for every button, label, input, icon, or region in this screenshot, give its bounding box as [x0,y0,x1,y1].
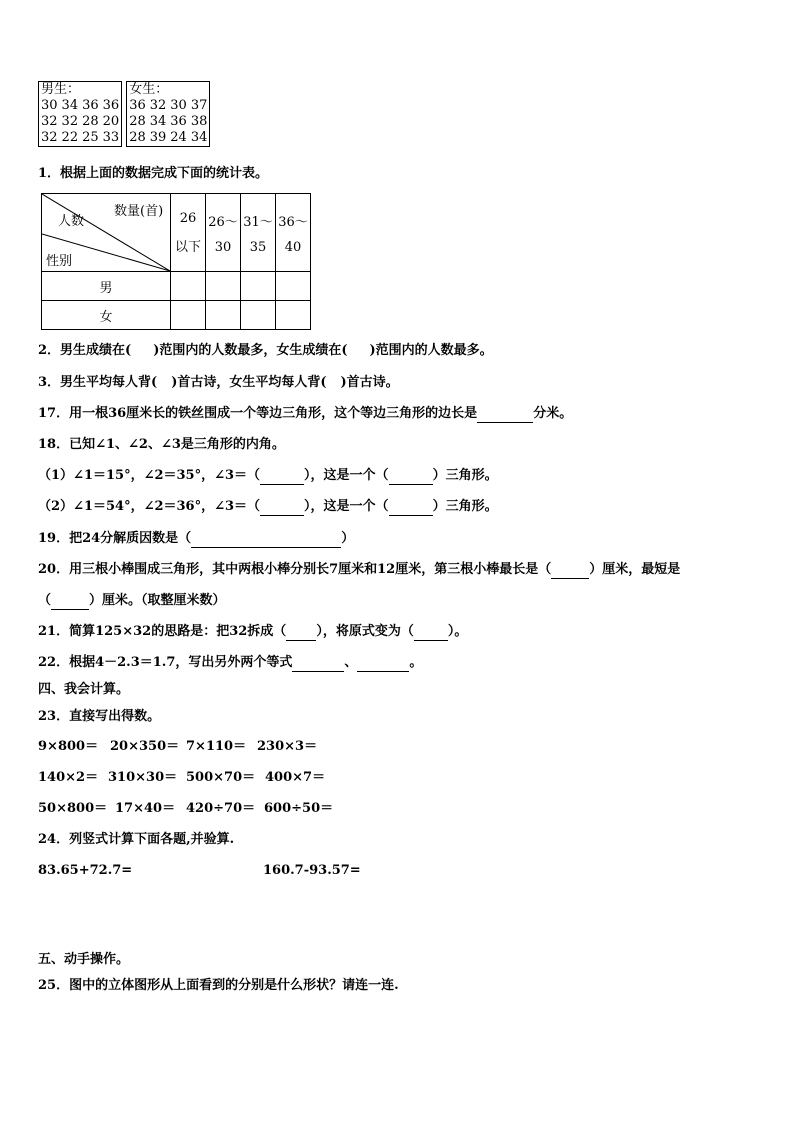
score-cell: 36 [82,98,99,113]
section-4-heading: 四、我会计算。 [38,682,130,697]
answer-blank[interactable] [260,499,304,516]
score-cell: 32 [149,98,167,113]
calc-item: 600÷50＝ [264,801,334,816]
score-cell: 28 [129,114,146,129]
answer-cell[interactable] [241,272,276,301]
calc-item: 310×30＝ [108,770,178,785]
column-header: 26 以下 [171,194,206,272]
score-cell: 20 [102,114,120,129]
question-2: 2．男生成绩在( )范围内的人数最多，女生成绩在( )范围内的人数最多。 [38,343,493,358]
score-cell: 25 [82,130,99,145]
score-cell: 36 [170,114,187,129]
question-24: 24．列竖式计算下面各题,并验算. [38,832,235,847]
answer-blank[interactable] [191,531,341,548]
score-cell: 36 [129,98,146,113]
answer-blank[interactable] [477,406,533,423]
table-row [127,130,209,146]
score-cell: 37 [190,98,208,113]
header-quantity: 数量(首) [114,204,164,219]
table-row [127,98,209,114]
score-cell: 32 [61,114,79,129]
question-18-part-2: （2）∠1＝54°，∠2＝36°，∠3＝（ ），这是一个（ ）三角形。 [38,499,498,514]
answer-cell[interactable] [206,301,241,330]
female-label: 女生： [129,82,169,97]
answer-cell[interactable] [241,301,276,330]
table-row [42,301,311,330]
calc-item: 420÷70＝ [186,801,256,816]
question-1: 1．根据上面的数据完成下面的统计表。 [38,166,269,181]
score-cell: 39 [149,130,167,145]
header-gender: 性别 [46,254,73,269]
score-cell: 34 [61,98,79,113]
question-18-part-1: （1）∠1＝15°，∠2＝35°，∠3＝（ ），这是一个（ ）三角形。 [38,468,498,483]
row-label-female: 女 [42,301,171,330]
answer-cell[interactable] [206,272,241,301]
calc-item: 50×800＝ [38,801,108,816]
answer-blank[interactable] [286,624,316,641]
vertical-calc-item: 83.65+72.7= [38,863,133,878]
score-cell: 22 [61,130,79,145]
score-cell: 28 [82,114,99,129]
score-cell: 34 [149,114,167,129]
male-label: 男生： [41,82,81,97]
table-row [39,114,121,130]
scores-table [38,81,210,147]
question-20-line-2: （ ）厘米。（取整厘米数） [38,593,226,608]
answer-cell[interactable] [171,272,206,301]
answer-cell[interactable] [171,301,206,330]
score-cell: 32 [41,130,58,145]
table-row [39,98,121,114]
answer-cell[interactable] [276,301,311,330]
header-people: 人数 [58,214,85,229]
score-cell: 33 [102,130,120,145]
column-header: 31～ 35 [241,194,276,272]
score-cell: 30 [170,98,187,113]
calc-item: 400×7＝ [265,770,326,785]
question-21: 21．简算125×32的思路是：把32拆成（ ），将原式变为（ ）。 [38,624,468,639]
answer-blank[interactable] [260,468,304,485]
section-5-heading: 五、动手操作。 [38,952,130,967]
calc-item: 20×350＝ [110,739,180,754]
table-row [39,130,121,146]
calc-item: 17×40＝ [115,801,176,816]
score-cell: 36 [102,98,120,113]
score-cell: 38 [190,114,208,129]
question-25: 25．图中的立体图形从上面看到的分别是什么形状？请连一连. [38,978,399,993]
question-17: 17．用一根36厘米长的铁丝围成一个等边三角形，这个等边三角形的边长是 分米。 [38,406,573,421]
answer-blank[interactable] [414,624,448,641]
calc-item: 7×110＝ [186,739,247,754]
row-label-male: 男 [42,272,171,301]
answer-cell[interactable] [276,272,311,301]
question-3: 3．男生平均每人背( )首古诗，女生平均每人背( )首古诗。 [38,375,399,390]
question-23: 23．直接写出得数。 [38,709,161,724]
vertical-calc-item: 160.7-93.57= [263,863,361,878]
answer-blank[interactable] [292,655,344,672]
answer-blank[interactable] [389,499,433,516]
question-18-title: 18．已知∠1、∠2、∠3是三角形的内角。 [38,437,285,452]
score-cell: 34 [190,130,208,145]
column-header: 36～ 40 [276,194,311,272]
calc-item: 9×800＝ [38,739,99,754]
calc-item: 500×70＝ [186,770,256,785]
table-row [42,272,311,301]
answer-blank[interactable] [551,562,589,579]
answer-blank[interactable] [389,468,433,485]
table-row [127,114,209,130]
answer-blank[interactable] [51,593,89,610]
column-header: 26～ 30 [206,194,241,272]
question-19: 19．把24分解质因数是（ ） [38,531,355,546]
question-22: 22．根据4－2.3＝1.7，写出另外两个等式 、 。 [38,655,423,670]
score-cell: 32 [41,114,58,129]
male-scores-box [39,82,122,147]
question-20-line-1: 20．用三根小棒围成三角形，其中两根小棒分别长7厘米和12厘米，第三根小棒最长是（ ）厘米，最短是 [38,562,681,577]
score-cell: 28 [129,130,146,145]
calc-item: 140×2＝ [38,770,99,785]
answer-blank[interactable] [357,655,409,672]
diagonal-header-cell [42,194,171,272]
score-cell: 24 [170,130,187,145]
calc-item: 230×3＝ [257,739,318,754]
stats-table [41,193,311,330]
score-cell: 30 [41,98,58,113]
female-scores-box [127,82,210,147]
